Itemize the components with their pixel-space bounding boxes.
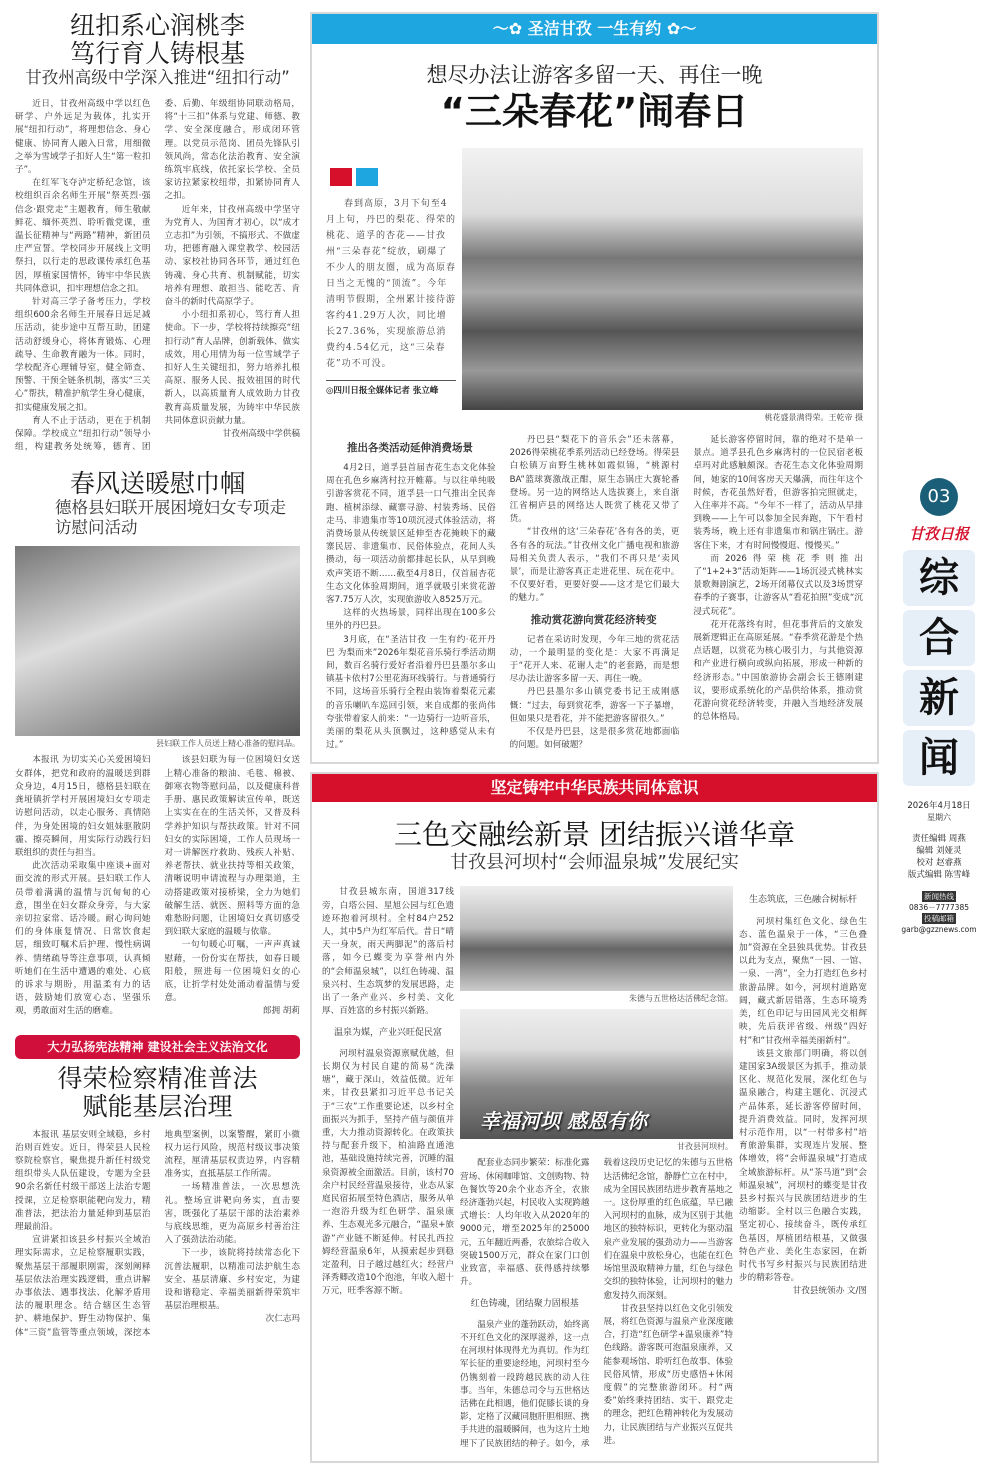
article-chunfeng	[15, 470, 300, 1018]
newspaper-logo: 甘孜日报	[908, 525, 969, 543]
article-body	[15, 98, 300, 454]
paragraph: 一场精准普法，一次思想洗礼。整场宣讲靶向务实，直击要害，既强化了基层干部的法治素养与底线思维，更为高原乡村善治注入了强劲法治动能。	[164, 1182, 300, 1246]
section-char: 合	[903, 610, 975, 666]
paragraph: 该县妇联为每一位困境妇女送上精心准备的粮油、毛毯、棉被、御寒衣物等慰问品，以及健康科普手册、惠民政策解读宣传单，既送上实实在在的生活关怀，又普及科学养护知识与帮扶政策。针对不同妇女的实际困境，工作人员现场一对一讲解医疗救助、残疾人补贴、养老帮扶、就业扶持等相关政策，清晰说明申请流程与办理渠道，主动搭建政策对接桥梁，全力为她们破解生活、就医、照料等方面的急难愁盼问题，让困境妇女真切感受到妇联大家庭的温暖与依靠。	[164, 755, 300, 938]
photo-peach-blossom	[462, 148, 863, 410]
byline: 甘孜县统领办 文/图	[792, 1286, 867, 1297]
email: garb@gzznews.com	[901, 925, 977, 934]
photo-memorial-hall	[460, 886, 733, 991]
cloud-ornament-icon: ✿〜	[666, 19, 697, 38]
left-column	[15, 12, 300, 1340]
article-hebacun	[310, 772, 879, 1462]
paragraph: 不仅是丹巴县，这是很多赏花地都面临的问题。如何破题？	[509, 727, 680, 751]
hotline-label: 新闻热线	[924, 892, 954, 901]
section-subhead: 温泉为媒，产业兴旺促民富	[333, 1027, 442, 1038]
staff-line: 编辑 刘娅灵	[916, 846, 962, 856]
middle-column	[310, 12, 879, 1463]
paragraph: 育人不止于活动，更在于机制保障。学校成立“纽扣行动”领导小组，构建教务处统筹，德育、团委、后勤、年级组协同联动格局，将“十三扣”体系与党建、师德、教学、安全深度融合，形成闭环管理。以党员示范岗、团员先锋队引领风尚，常态化法治教育、安全演练筑牢底线，依托家长学校、全员家访拉紧家校纽带，扣紧协同育人之扣。	[15, 99, 300, 453]
headline: 春风送暖慰巾帼	[69, 469, 245, 499]
section-char: 闻	[903, 730, 975, 786]
article-spring-flowers	[310, 12, 879, 764]
email-label: 投稿邮箱	[924, 914, 954, 923]
paragraph: 河坝村温泉资源禀赋优越，但长期仅为村民自建的简易“洗澡塘”，藏于深山，效益低微。近年来，甘孜县紧扣习近平总书记关于“三农”工作重要论述，以乡村全面振兴为抓手，坚持产值与颜值并重，大力推动资源转化。在政策扶持与配套升级下，柏油路直通池池，基础设施持续完善，沉睡的温泉资源被全面激活。目前，该村70余户村民经营温泉接待，业态从家庭民宿拓展至特色酒店，服务从单一泡浴升级为红色研学、温泉康养、生态观光多元融合，“温泉+旅游”产业链不断延伸。村民扎西拉姆经营温泉6年，从摸索起步到稳定盈利，日子越过越红火；经营户泽秀卿改造10个泡池，年收入超十万元，旺季客源不断。	[322, 1048, 454, 1297]
photo-women-visit	[15, 546, 300, 736]
subheadline: 德格县妇联开展困境妇女专项走访慰问活动	[55, 498, 286, 538]
paragraph: 延长游客停留时间，靠的绝对不是单一景点。道孚县孔色乡麻湾村的一位民宿老板卓玛对此感触颇深。杏花生态文化体验周期间，她家的10间客房天天爆满，而往年这个时候，杏花虽然好看，但游客拍完照就走，入住率并不高。“今年不一样了，活动从早排到晚——上午可以参加全民奔跑，下午看村装秀场，晚上还有非遗集市和锅庄锅庄。游客住下来，才有时间慢慢逛、慢慢买。”	[693, 435, 863, 551]
article-body	[15, 754, 300, 1018]
paragraph: 河坝村集红色文化、绿色生态、蓝色温泉于一体，“三色叠加”资源在全县独具优势。甘孜县以此为支点，聚焦“一园、一馆、一泉、一湾”，全力打造红色乡村旅游品牌。如今，河坝村道路宽阔，藏式新居错落，生态环境秀美，红色印记与田园风光交相辉映，先后获评省级、州级“四好村”和“甘孜州幸福美丽新村”。	[739, 916, 867, 1046]
decor-red-icon	[330, 168, 352, 186]
paragraph: 近年来，甘孜州高级中学坚守为党育人、为国育才初心，以“成才立志扣”为引领，不搞形式、不做虚功，把德育融入课堂教学、校园活动、家校社协同各环节，通过红色铸魂、身心共育、机制赋能，切实培养有理想、敢担当、能吃苦、肯奋斗的新时代高原学子。	[164, 204, 300, 308]
lead: 春到高原，3月下旬至4月上旬，丹巴的梨花、得荣的桃花、道孚的杏花——甘孜州“三朵春花”绽放，刷爆了不少人的朋友圈，成为高原春日当之无愧的“顶流”。今年清明节假期，全州累计接待游客约41.29万人次，同比增长27.36%，实现旅游总消费约4.54亿元，这“三朵春花”功不可没。	[326, 199, 457, 369]
article-body	[15, 1129, 300, 1340]
kicker: 想尽办法让游客多留一天、再住一晚	[426, 63, 763, 87]
paragraph: 小小纽扣系初心，笃行育人担使命。下一步，学校将持续擦亮“纽扣行动”育人品牌，创新载体、做实成效，用心用情为每一位雪域学子扣好人生关键纽扣，努力培养扎根高原、服务人民、报效祖国的时代新人，以高质量育人成效助力甘孜教育高质量发展，为铸牢中华民族共同体意识贡献力量。	[164, 310, 300, 426]
section-subhead: 推出各类活动延伸消费场景	[347, 442, 473, 454]
paragraph: 该县文旅部门明确，将以创建国家3A级景区为抓手，推动景区化、规范化发展，深化红色与温泉融合，构建主题化、沉浸式产品体系，延长游客停留时间，提升消费效益。同时，发挥河坝村示范作用，以“一村带多村”培育旅游集群，实现连片发展、整体增效，将“会师温泉城”打造成全域旅游标杆。从“茶马道”到“会师温泉城”，河坝村的蝶变是甘孜县乡村振兴与民族团结进步的生动缩影。全村以三色融合实践，坚定初心、接续奋斗，既传承红色基因，厚植团结根基，又做强特色产业、美化生态家园，在新时代书写乡村振兴与民族团结进步的精彩答卷。	[739, 1048, 867, 1284]
article-body	[312, 434, 877, 752]
paragraph: 而2026得荣桃花季则推出了“1+2+3”活动矩阵——1场沉浸式桃林实景歌舞剧演艺，2场开闭幕仪式以及3场贯穿春季的子赛事，让游客从“看花拍照”变成“沉浸式玩花”。	[693, 553, 863, 617]
paragraph: 甘孜县坚持以红色文化引领发展，将红色资源与温泉产业深度融合，打造“红色研学+温泉康养”特色线路。游客既可泡温泉康养，又能参观场馆、聆听红色故事、体验民俗风情，形成“历史感悟+休闲度假”的完整旅游闭环。村“两委”始终秉持团结、实干、跟党走的理念，把红色精神转化为发展动力，让民族团结与产业振兴互促共进。	[603, 1303, 733, 1446]
section-banner: 坚定铸牢中华民族共同体意识	[312, 774, 877, 802]
section-subhead: 推动赏花游向赏花经济转变	[530, 613, 657, 626]
byline: 郎拥 胡莉	[262, 1006, 300, 1017]
photo-caption: 桃花盛景满得荣。王乾帝 摄	[764, 413, 863, 422]
article-body	[322, 886, 454, 1298]
paragraph: 丹巴县墨尔多山镇党委书记王成刚感慨：“过去，每到赏花季，游客一下子暴增，但如果只是看花，并不能把游客留很久。”	[509, 687, 680, 724]
paragraph: 丹巴县“梨花下的音乐会”还未落幕，2026得荣桃花季系列活动已经登场。得荣县白松镇万亩野生桃林如霞似锦，“桃源村BA”篮球赛激战正酣，原生态锅庄大赛轮番登场。另一边的网络达人选拔赛上，来自浙江省桐庐县的网络达人既赏了桃花又带了货。	[509, 435, 680, 525]
paragraph: 宣讲紧扣该县乡村振兴全域治理实际需求，立足检察履职实践，聚焦基层干部履职刚需，深刻阐释基层依法治理实践逻辑，重点讲解办事依法、遇事找法、化解矛盾用法的履职理念。结合辖区生态管护、耕地保护、野生动物保护、集体“三资”监管等重点领域，深挖本地典型案例，以案警醒，紧盯小微权力运行风险，规范村级议事决策流程，厘清基层权责边界，内容精准务实，直抵基层工作所需。	[15, 1129, 300, 1338]
article-niukou	[15, 12, 300, 454]
headline: 赋能基层治理	[82, 1091, 233, 1121]
staff-line: 版式编辑 陈雪峰	[907, 870, 971, 880]
paragraph: 4月2日，道孚县首届杏花生态文化体验周在孔色乡麻湾村拉开帷幕。与以往单纯吸引游客赏花不同，道孚县一口气推出全民奔跑、植树添绿、藏寨寻游、村装秀场、民俗走马、非遗集市等10项沉浸式体验活动，将消费场景从传统景区延伸至杏花掩映下的藏寨民居、非遗集市、民俗体验点，花间人头攒动，每一项活动前都排起长队，从早到晚欢声笑语不断……截至4月8日，仅首届杏花生态文化体验周期间，道孚就吸引来赏花游客7.75万人次，实现旅游收入8525万元。	[326, 463, 496, 606]
paragraph: 记者在采访时发现，今年三地的赏花活动，一个最明显的变化是：大家不再满足于“花开人来、花谢人走”的老套路，而是想尽办法让游客多留一天、再住一晚。	[509, 634, 680, 685]
page-number: 03	[920, 478, 958, 516]
staff-line: 校对 赵睿燕	[916, 858, 962, 868]
photo-caption: 朱德与五世格达活佛纪念馆。	[629, 994, 733, 1004]
paragraph: 一句句暖心叮嘱，一声声真诚慰藉，一份份实在帮扶，如春日暖阳般，照进每一位困境妇女的心底，让折学村处处涌动着温情与爱意。	[164, 940, 300, 1004]
weekday: 星期六	[927, 813, 951, 822]
article-derong	[15, 1035, 300, 1340]
photo-caption: 甘孜县河坝村。	[677, 1142, 733, 1152]
section-char: 新	[903, 670, 975, 726]
article-body	[460, 1157, 733, 1450]
paragraph: “甘孜州的这‘三朵春花’各有各的美，更各有各的玩法。”甘孜州文化广播电视和旅游局相关负责人表示，“我们不再只是‘卖风景’，而是让游客真正走进花里、玩在花中。不仅要好看，更要好耍——这才是它们最大的魅力。”	[509, 527, 680, 604]
page-sidebar	[889, 478, 989, 935]
paragraph: 此次活动采取集中座谈+面对面交流的形式开展。县妇联工作人员带着满满的温情与沉甸甸的心意，围坐在妇女群众身旁，与大家亲切拉家常、话冷暖。耐心询问她们的身体康复情况、日常饮食起居，细致叮嘱术后护理、慢性病调养、情绪疏导等注意事项，认真倾听她们在生活中遭遇的难处、心底的诉求与期盼，用温柔有力的话语，鼓励她们放宽心态、坚强乐观，勇敢面对生活的磨难。	[15, 861, 151, 1017]
headline: 纽扣系心润桃李	[69, 11, 245, 40]
byline: 次仁志玛	[265, 1314, 300, 1325]
headline: 三色交融绘新景 团结振兴谱华章	[394, 818, 795, 852]
paragraph: 3月底，在“圣洁甘孜 一生有约·花开丹巴 为梨而来”2026年梨花音乐骑行季活动期间，数百名骑行爱好者沿着丹巴县墨尔多山镇基卡依村7公里花海环线骑行。与普通骑行不同，这场音乐骑行全程由装饰着梨花元素的音乐喇叭车巡回引领，来自成都的张尚伟夸张带着家人前来：“一边骑行一边听音乐，美丽的梨花从头顶飘过，这种感觉从未有过。”	[326, 634, 496, 751]
section-subhead: 生态筑底，三色融合树标杆	[748, 895, 857, 906]
hotline: 0836－7777385	[909, 903, 969, 912]
section-banner: 〜✿ 圣洁甘孜 一生有约 ✿〜	[312, 14, 877, 44]
headline: 得荣检察精准普法	[57, 1063, 258, 1093]
staff-line: 责任编辑 周燕	[912, 834, 966, 844]
photo-caption: 县妇联工作人员送上精心准备的慰问品。	[156, 739, 300, 749]
reporter: ◎四川日报全媒体记者 张立峰	[326, 380, 456, 397]
paragraph: 近日，甘孜州高级中学以红色研学、户外远足为载体，扎实开展“纽扣行动”，将理想信念、身心健康、协同育人融入日常，用细微之举为雪域学子扣好人生“第一粒扣子”。	[15, 99, 151, 176]
paragraph: 本报讯 基层安则全域稳，乡村治则百姓安。近日，得荣县人民检察院检察官，聚焦提升新任村级党组织带头人队伍建设，专题为全县90余名新任村级干部送上法治专题授课，立足检察职能靶向发力，精准普法，把法治力量延伸到基层治理最前沿。	[15, 1129, 151, 1232]
subheadline: 甘孜县河坝村“会师温泉城”发展纪实	[450, 852, 739, 874]
paragraph: 这样的火热场景，同样出现在100多公里外的丹巴县。	[326, 608, 496, 632]
section-subhead: 红色铸魂，团结聚力固根基	[470, 1298, 579, 1309]
paragraph: 温泉产业的蓬勃跃动，始终离不开红色文化的深厚滋养，这一点在河坝村体现得尤为真切。作为红军长征的重要途经地，河坝村至今仍镌刻着一段跨越民族的动人往事。当年，朱德总司令与五世格达活佛在此相遇，他们促膝长谈的身影，定格了汉藏同胞肝胆相照、携手共进的温暖瞬间，也为这片土地埋下了民族团结的种子。如今，承载着这段历史记忆的朱德与五世格达活佛纪念馆，静静伫立在村中，成为全国民族团结进步教育基地之一。这份厚重的红色底蕴，早已融入河坝村的血脉，成为区别于其他地区的独特标识，更转化为驱动温泉产业发展的强劲动力——当游客们在温泉中放松身心，也能在红色场馆里汲取精神力量，红色与绿色交织的独特体验，让河坝村的魅力愈发持久而深刻。	[460, 1158, 733, 1449]
paragraph: 甘孜县城东南，国道317线旁，白塔公园、星旭公园与红色遗迹环抱着河坝村。全村84户252人，其中5户为红军后代。昔日“晴天一身灰，雨天两脚泥”的落后村落，如今已蝶变为享誉州内外的“会师温泉城”，以红色铸魂、温泉兴村、生态筑梦的发展思路，走出了一条产业兴、乡村美、文化厚、百姓富的乡村振兴新路。	[322, 887, 454, 1017]
subheadline: 甘孜州高级中学深入推进“纽扣行动”	[25, 68, 290, 87]
photo-sign-text: 幸福河坝 感恩有你	[480, 1109, 647, 1134]
section-char: 综	[903, 550, 975, 606]
cloud-ornament-icon: 〜✿	[492, 19, 523, 38]
paragraph: 下一步，该院将持续常态化下沉普法履职，以精准司法护航生态安全、基层清廉、乡村安定，为建设和谐稳定、幸福美丽新得荣筑牢基层治理根基。	[164, 1248, 300, 1312]
headline: 笃行育人铸根基	[69, 39, 245, 68]
decor-blue-icon	[356, 168, 378, 186]
headline: “三朵春花”闹春日	[440, 90, 749, 133]
section-banner: 大力弘扬宪法精神 建设社会主义法治文化	[15, 1035, 300, 1059]
paragraph: 在红军飞夺泸定桥纪念馆，该校组织百余名师生开展“祭英烈·强信念·跟党走”主题教育，师生敬献鲜花、缅怀英烈、聆听微党课，重温长征精神与“两路”精神，新团员庄严宣誓。学校同步开展线上文明祭扫，以行走的思政课传承红色基因，厚植家国情怀，铸牢中华民族共同体意识，扣牢理想信念之扣。	[15, 178, 151, 294]
issue-date: 2026年4月18日	[907, 801, 971, 811]
article-body	[739, 886, 867, 1298]
paragraph: 配套业态同步繁荣：标准化露营场、休闲咖啡馆、文创购物、特色餐饮等20余个业态齐全，农旅经济蓬勃兴起，村民收入实现跨越式增长：人均年收入从2020年的9000元，增至2025年的25000元，五年翻近两番，农旅综合收入突破1500万元，群众在家门口创业致富，幸福感、获得感持续攀升。	[460, 1158, 590, 1288]
paragraph: 花开花落终有时，但花事背后的文旅发展新逻辑正在高原延展。“春季赏花游是个热点话题，以赏花为核心吸引力，与其他资源和产业进行横向或纵向拓展，形成一种新的经济形态。”中国旅游协会副会长王德刚建议，要形成系统化的产品供给体系，推动赏花游向赏花经济转变，并融入当地经济发展的总体格局。	[693, 619, 863, 723]
paragraph: 针对高三学子备考压力，学校组织600余名师生开展春日远足减压活动，徒步途中互帮互助，团建活动舒缓身心，将体育锻炼、心理疏导、生命教育融为一体。同时，学校配齐心理辅导室，健全筛查、预警、干预全链条机制，落实“三关心”帮扶，精准护航学生身心健康，扣实健康发展之扣。	[15, 297, 151, 413]
paragraph: 本报讯 为切实关心关爱困境妇女群体，把党和政府的温暖送到群众身边，4月15日，德格县妇联在龚垭镇折学村开展困境妇女专项走访慰问活动，以走心服务、真情陪伴，为身处困境的妇女姐妹驱散阴霾、擦亮瞬间，用实际行动践行妇联组织的责任与担当。	[15, 755, 151, 858]
byline: 甘孜州高级中学供稿	[222, 429, 300, 440]
photo-hebacun	[460, 1009, 733, 1139]
